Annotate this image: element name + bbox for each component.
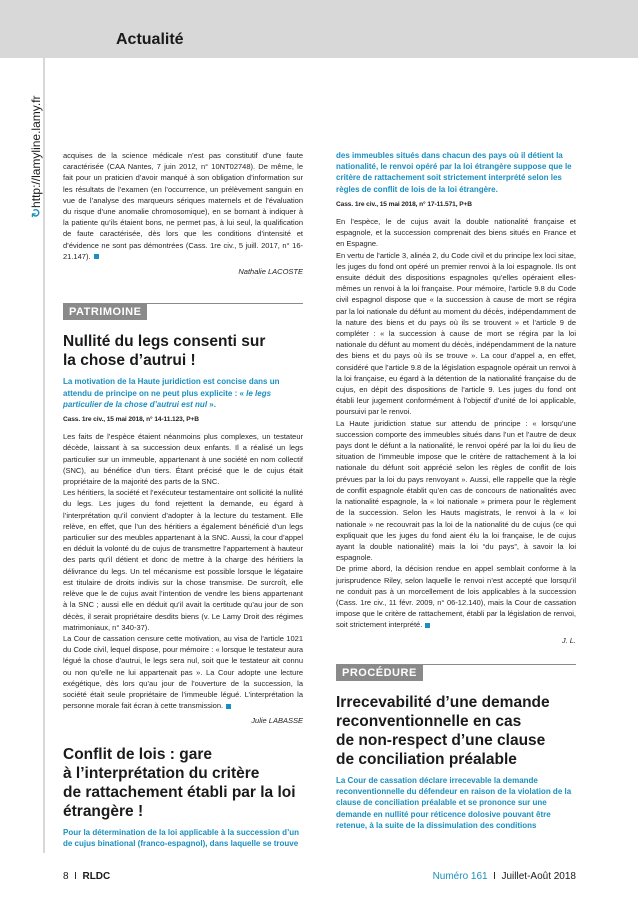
article-paragraph: En vertu de l’article 3, alinéa 2, du Code civil et du principe lex loci sitae, les juges du fond ont opéré un premier renvoi à la loi espagnole. Ils ont ensuite déduit des dispositions espagnoles qu’elles opéraient elles-mêmes un renvoi à la loi française. Pour mémoire, l’article 9.8 du Code civil espagnol dispose que « la succession à cause de mort se régira par la loi nationale du défunt au moment du décès, indépendamment de la nature des biens et du pays où ils se trouvent » et l’article 9 de compléter : « la succession à cause de mort se régira par la loi nationale du défunt au moment du décès, indépendamment de la nature des biens et du pays où ils se trouve ». La cour d’appel a, en effet, considéré que l’article 9.8 de la législation espagnole opérait un renvoi à la loi française, eu égard à la détention de la nationalité française du de cujus, en dépit des dispositions de l’article 9. Les juges du fond ont établi leur jugement conformément à l’objectif d’unité de loi applicable, poursuivi par le renvoi. [336, 250, 576, 417]
issue-date: Juillet-Août 2018 [501, 871, 576, 882]
site-url[interactable] [26, 58, 46, 218]
article-signature: J. L. [561, 635, 576, 645]
refresh-arrow-icon: ↻ [29, 207, 43, 218]
right-column [336, 150, 576, 831]
header-band [0, 0, 638, 58]
left-column [63, 150, 303, 849]
section-tag-patrimoine: PATRIMOINE [63, 304, 147, 320]
article-chapo: Pour la détermination de la loi applicable à la succession d’un de cujus binational (franco-espagnol), dans laquelle se trouve [63, 827, 300, 848]
article-paragraph: Les héritiers, la société et l’exécuteur testamentaire ont sollicité la nullité du legs. Les juges du fond rejettent la demande, eu égard à l’interprétation qu’il convient d’adopter à la lecture du testament. Elle relève, en effet, que l’un des héritiers a également bénéficié d’un legs particulier sur des meubles appartenant à la SNC. Aussi, la cour d’appel en déduit la volonté du de cujus de transmettre l’appartement à hauteur des parts qu’il détient et donc de mettre à la charge des héritiers la délivrance du legs. Un tel mécanisme est possible lorsque le légataire est titulaire de droits indivis sur la chose transmise. De surcroît, elle relève que le de cujus avait l’intention de vendre les biens appartenant à la SNC ; aussi elle en déduit qu’il avait la certitude qu’au jour de son décès, il serait propriétaire desdits biens (v. Le Lamy Droit des régimes matrimoniaux, n° 340-37). [63, 488, 303, 632]
end-mark-icon [226, 704, 231, 709]
section-title: Actualité [116, 31, 184, 48]
article-title: Conflit de lois : gare à l’interprétation du critère de rattachement établi par la loi étrangère ! [63, 745, 296, 820]
article-paragraph: Les faits de l’espèce étaient néanmoins plus complexes, un testateur décède, laissant à sa succession deux enfants. Il a réalisé un legs particulier sur un immeuble, appartenant à une société en nom collectif (SNC), au bénéfice d’un tiers. Étant précisé que le de cujus était propriétaire de la majorité des parts de la SNC. [63, 432, 303, 487]
article-signature: Julie LABASSE [251, 716, 303, 726]
footer-right [433, 871, 576, 882]
article-paragraph: La Cour de cassation censure cette motivation, au visa de l’article 1021 du Code civil, lequel dispose, pour mémoire : « lorsque le testateur aura légué la chose d’autrui, le legs sera nul, soit que le testateur ait connu ou non qu’elle ne lui appartenait pas ». La Cour adopte une lecture exégétique, dès lors qu’au jour de l’ouverture de la succession, la société était seule propriétaire de l’immeuble légué. L’interprétation la personne morale fait écran à cette transmission. [63, 633, 303, 711]
section-tag-procedure: PROCÉDURE [336, 665, 423, 681]
article-chapo: La Cour de cassation déclare irrecevable la demande reconventionnelle du défendeur en raison de la violation de la clause de conciliation préalable et se prononce sur une demande en nullité pour réticence dolosive pouvant être retenue, à la suite de la dissimulation des conditions [336, 775, 572, 830]
site-url-text: http://lamyline.lamy.fr [29, 95, 43, 208]
article-paragraph: La Haute juridiction statue sur attendu de principe : « lorsqu’une succession comporte des immeubles situés dans l’un et l’autre de deux pays dont le défunt a la nationalité, le renvoi opéré par la loi du lieu de situation de l’immeuble impose que le critère de rattachement à la loi nationale du défunt soit apprécié selon les règles de conflit de lois prévues par la loi du pays renvoyant ». Aussi, elle rappelle que la règle de conflit espagnole établit qu’en cas de concours de nationalités avec la nationalité espagnole, la « loi nationale » primera pour le règlement de la succession. Selon les Hauts magistrats, le renvoi à la « loi nationale » ne recouvrait pas la loi de la nationalité du de cujus (ce qui expliquait que les juges du fond aient élu la loi française, le de cujus ayant la double nationalité) mais la loi “du pays”, à savoir la loi espagnole. [336, 418, 576, 563]
footer-separator: I [493, 871, 496, 882]
end-mark-icon [425, 623, 430, 628]
article-title: Irrecevabilité d’une demande reconventionnelle en cas de non-respect d’une clause de conciliation préalable [336, 693, 550, 768]
article-paragraph: De prime abord, la décision rendue en appel semblait conforme à la jurisprudence Riley, selon laquelle le renvoi n’est accepté que lorsqu’il ne conduit pas à un morcellement de lois applicables à la succession (Cass. 1re civ., 11 févr. 2009, n° 06-12.140), mais la Cour de cassation impose que le critère de rattachement, établi par la législation de renvoi, soit strictement interprété. [336, 564, 576, 630]
case-reference: Cass. 1re civ., 15 mai 2018, n° 17-11.571, P+B [336, 200, 472, 208]
footer-left [63, 871, 110, 882]
journal-name: RLDC [82, 871, 111, 882]
page-number: 8 [63, 871, 69, 882]
article-paragraph: En l’espèce, le de cujus avait la double nationalité française et espagnole, et la succession comprenait des biens situés en France et en Espagne. [336, 217, 576, 249]
issue-number: Numéro 161 [432, 871, 488, 882]
end-mark-icon [94, 254, 99, 259]
intro-paragraph: acquises de la science médicale n’est pas constitutif d’une faute caractérisée (CAA Nantes, 7 juin 2012, n° 10NT02748). De même, le fait pour un praticien d’avoir manqué à son obligation d’information sur les résultats de l’examen (en l’occurrence, un prélèvement sanguin en vue de l’analyse des marqueurs sériques maternels et de l’évaluation du risque d’une anomalie chromosomique), en se bornant à indiquer à la patiente qu’ils étaient bons, ne permet pas, à lui seul, la qualification de faute caractérisée, dès lors que les conditions d’intensité et d’évidence ne sont pas démontrées (Cass. 1re civ., 5 juill. 2017, n° 16-21.147). [63, 151, 303, 261]
article-chapo-continued: des immeubles situés dans chacun des pays où il détient la nationalité, le renvoi opéré par la loi étrangère suppose que le critère de rattachement soit strictement interprété selon les règles de conflit de lois de la loi étrangère. [336, 151, 572, 194]
intro-signature: Nathalie LACOSTE [238, 267, 303, 277]
case-reference: Cass. 1re civ., 15 mai 2018, n° 14-11.123, P+B [63, 416, 199, 424]
article-chapo: La motivation de la Haute juridiction est concise dans un attendu de principe on ne peut plus explicite : « le legs particulier de la chose d’autrui est nul ». [63, 377, 280, 409]
article-title: Nullité du legs consenti sur la chose d’autrui ! [63, 333, 266, 370]
footer-separator: I [74, 871, 77, 882]
